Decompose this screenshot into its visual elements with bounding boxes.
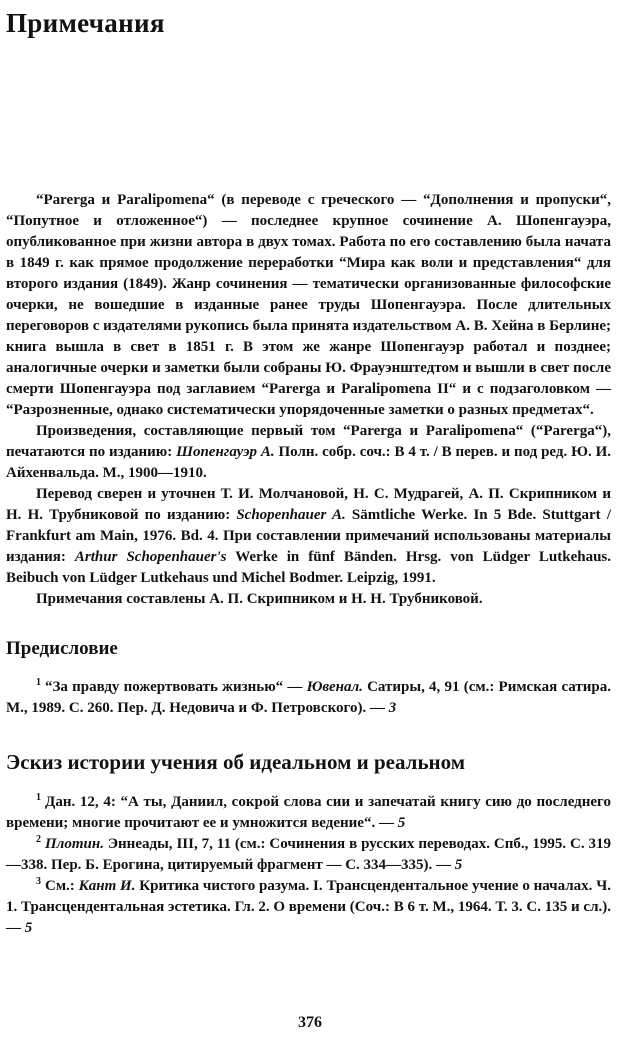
- section-heading-predislovie: Предисловие: [6, 638, 118, 659]
- footnotes-block: [6, 677, 611, 719]
- footnote: [6, 834, 611, 876]
- page-reference: 3: [388, 700, 397, 716]
- footnote-marker: 1: [36, 677, 41, 688]
- page-reference: 5: [454, 857, 463, 873]
- intro-paragraph: [6, 421, 611, 484]
- intro-paragraph: [6, 190, 611, 421]
- page-title: Примечания: [6, 8, 165, 38]
- intro-paragraph: [6, 484, 611, 589]
- text-segment: Полн. собр. соч.: В 4 т. / В перев. и под ред. Ю. И. Айхенвальда. М., 1900—1910.: [6, 444, 611, 481]
- text-segment-italic: Шопенгауэр А.: [176, 444, 275, 460]
- text-segment: Перевод сверен и уточнен Т. И. Молчановой, Н. С. Мудрагей, А. П. Скрипником и Н. Н. Трубниковой по изданию:: [6, 486, 611, 523]
- text-segment: Критика чистого разума. I. Трансцендентальное учение о началах. Ч. 1. Трансцендентальная эстетика. Гл. 2. О времени (Соч.: В 6 т. М., 1964. Т. 3. С. 135 и сл.). —: [6, 878, 611, 936]
- intro-block: [6, 190, 611, 610]
- footnote: [6, 876, 611, 939]
- footnote: [6, 792, 611, 834]
- text-segment: Примечания составлены А. П. Скрипником и Н. Н. Трубниковой.: [36, 591, 483, 607]
- text-segment: “Parerga и Paralipomena“ (в переводе с греческого — “Дополнения и пропуски“, “Попутное и отложенное“) — последнее крупное сочинение А. Шопенгауэра, опубликованное при жизни автора в двух томах. Работа по его составлению была начата в 1849 г. как прямое продолжение переработки “Мира как воли и представления“ для второго издания (1849). Жанр сочинения — тематически организованные философские очерки, не вошедшие в изданные ранее труды Шопенгауэра. После длительных переговоров с издателями рукопись была принята издательством А. В. Хейна в Берлине; книга вышла в свет в 1851 г. В этом же жанре Шопенгауэр работал и позднее; аналогичные очерки и заметки были собраны Ю. Фрауэнштедтом и вышли в свет после смерти Шопенгауэра под заглавием “Parerga и Paralipomena II“ и с подзаголовком — “Разрозненные, однако систематически упорядоченные заметки о разных предметах“.: [6, 192, 611, 418]
- footnotes-block: [6, 792, 611, 939]
- footnote-marker: 2: [36, 834, 41, 845]
- text-segment: Произведения, составляющие первый том “Parerga и Paralipomena“ (“Parerga“), печатаются по изданию:: [6, 423, 611, 460]
- footnote: [6, 677, 611, 719]
- footnote-marker: 3: [36, 876, 41, 887]
- text-segment: Sämtliche Werke. In 5 Bde. Stuttgart / Frankfurt am Main, 1976. Bd. 4. При составлении примечаний использованы материалы издания:: [6, 507, 611, 565]
- page-number: 376: [298, 1014, 322, 1031]
- text-segment-italic: Arthur Schopenhauer's: [74, 549, 227, 565]
- text-segment-italic: Кант И.: [78, 878, 136, 894]
- text-segment-italic: Schopenhauer A.: [236, 507, 346, 523]
- text-segment: “За правду пожертвовать жизнью“ —: [45, 679, 307, 695]
- text-segment: Дан. 12, 4: “А ты, Даниил, сокрой слова сии и запечатай книгу сию до последнего времени; многие прочитают ее и умножится ведение“. —: [6, 794, 611, 831]
- text-segment: См.:: [45, 878, 79, 894]
- footnote-marker: 1: [36, 792, 41, 803]
- page-reference: 5: [24, 920, 33, 936]
- text-segment: Эннеады, III, 7, 11 (см.: Сочинения в русских переводах. Спб., 1995. С. 319—338. Пер. Б. Ерогина, цитируемый фрагмент — С. 334—335). —: [6, 836, 611, 873]
- text-segment-italic: Ювенал.: [306, 679, 363, 695]
- intro-paragraph: [6, 589, 611, 610]
- text-segment: Werke in fünf Bänden. Hrsg. von Lüdger Lutkehaus. Beibuch von Lüdger Lutkehaus und Michel Bodmer. Leipzig, 1991.: [6, 549, 612, 586]
- page-reference: 5: [397, 815, 406, 831]
- text-segment-italic: Плотин.: [45, 836, 104, 852]
- text-segment: Сатиры, 4, 91 (см.: Римская сатира. М., 1989. С. 260. Пер. Д. Недовича и Ф. Петровского). —: [6, 679, 612, 716]
- section-heading-eskiz: Эскиз истории учения об идеальном и реальном: [6, 750, 466, 774]
